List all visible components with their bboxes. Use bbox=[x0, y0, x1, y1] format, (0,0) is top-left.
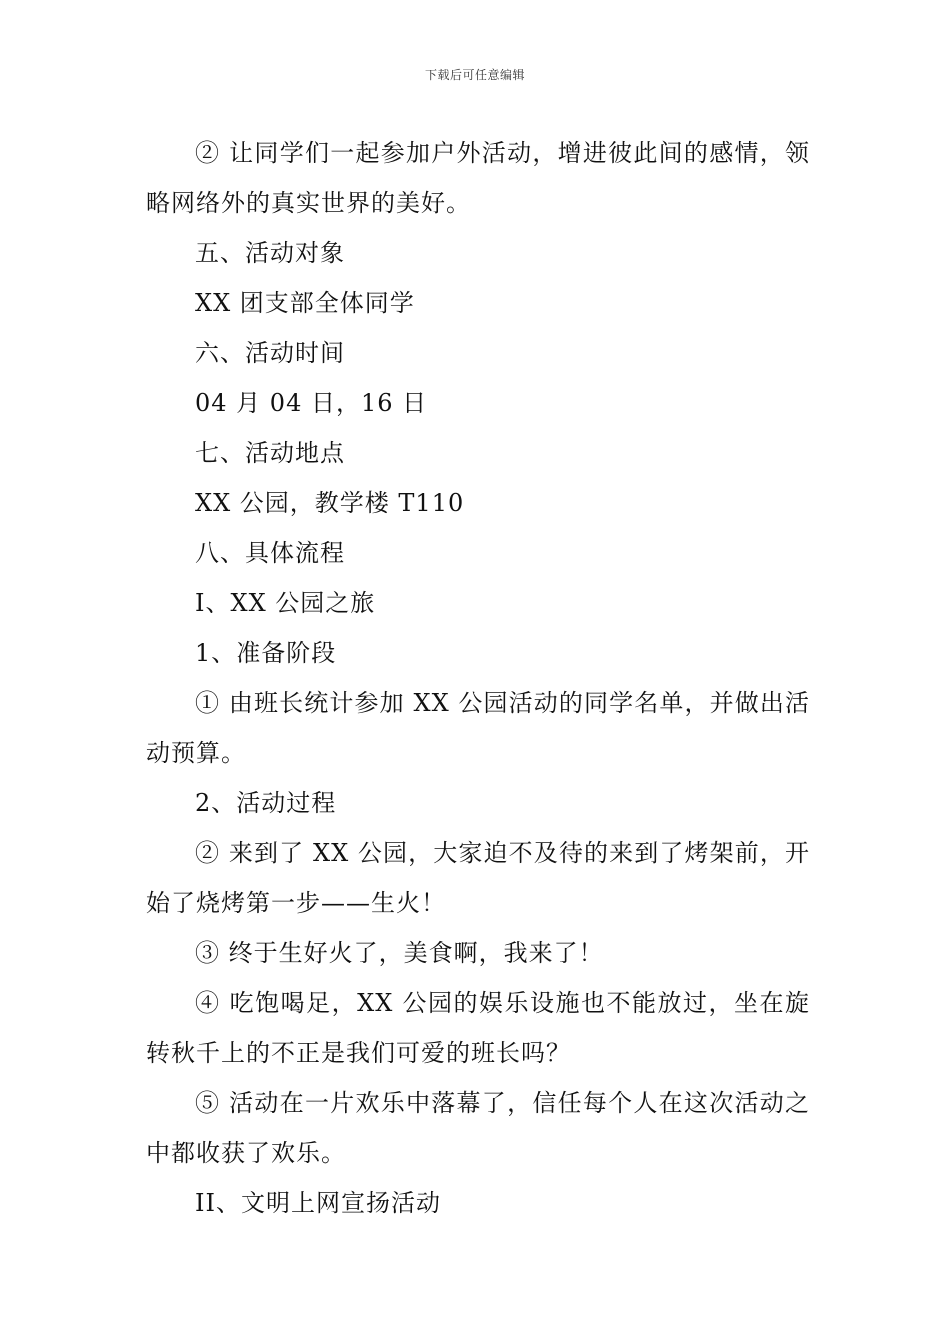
paragraph-participants: XX 团支部全体同学 bbox=[195, 289, 415, 317]
subheading-preparation: 1、准备阶段 bbox=[195, 639, 337, 667]
heading-section-8: 八、具体流程 bbox=[195, 539, 345, 567]
subheading-part-1: I、XX 公园之旅 bbox=[195, 589, 376, 617]
subheading-part-2: II、文明上网宣扬活动 bbox=[195, 1189, 441, 1217]
paragraph-step-4: ④ 吃饱喝足，XX 公园的娱乐设施也不能放过，坐在旋转秋千上的不正是我们可爱的班长吗？ bbox=[146, 989, 810, 1067]
heading-section-7: 七、活动地点 bbox=[195, 439, 345, 467]
paragraph-step-3: ③ 终于生好火了，美食啊，我来了！ bbox=[195, 939, 604, 967]
paragraph-step-5: ⑤ 活动在一片欢乐中落幕了，信任每个人在这次活动之中都收获了欢乐。 bbox=[146, 1089, 810, 1167]
subheading-process: 2、活动过程 bbox=[195, 789, 337, 817]
document-body bbox=[146, 128, 810, 1228]
paragraph-locations: XX 公园，教学楼 T110 bbox=[195, 489, 465, 517]
paragraph-goal-2: ② 让同学们一起参加户外活动，增进彼此间的感情，领略网络外的真实世界的美好。 bbox=[146, 139, 810, 217]
heading-section-6: 六、活动时间 bbox=[195, 339, 345, 367]
paragraph-step-2: ② 来到了 XX 公园，大家迫不及待的来到了烤架前，开始了烧烤第一步——生火！ bbox=[146, 839, 810, 917]
heading-section-5: 五、活动对象 bbox=[195, 239, 345, 267]
paragraph-step-1: ① 由班长统计参加 XX 公园活动的同学名单，并做出活动预算。 bbox=[146, 689, 810, 767]
page-header: 下载后可任意编辑 bbox=[424, 68, 525, 82]
paragraph-dates: 04 月 04 日，16 日 bbox=[195, 389, 428, 417]
